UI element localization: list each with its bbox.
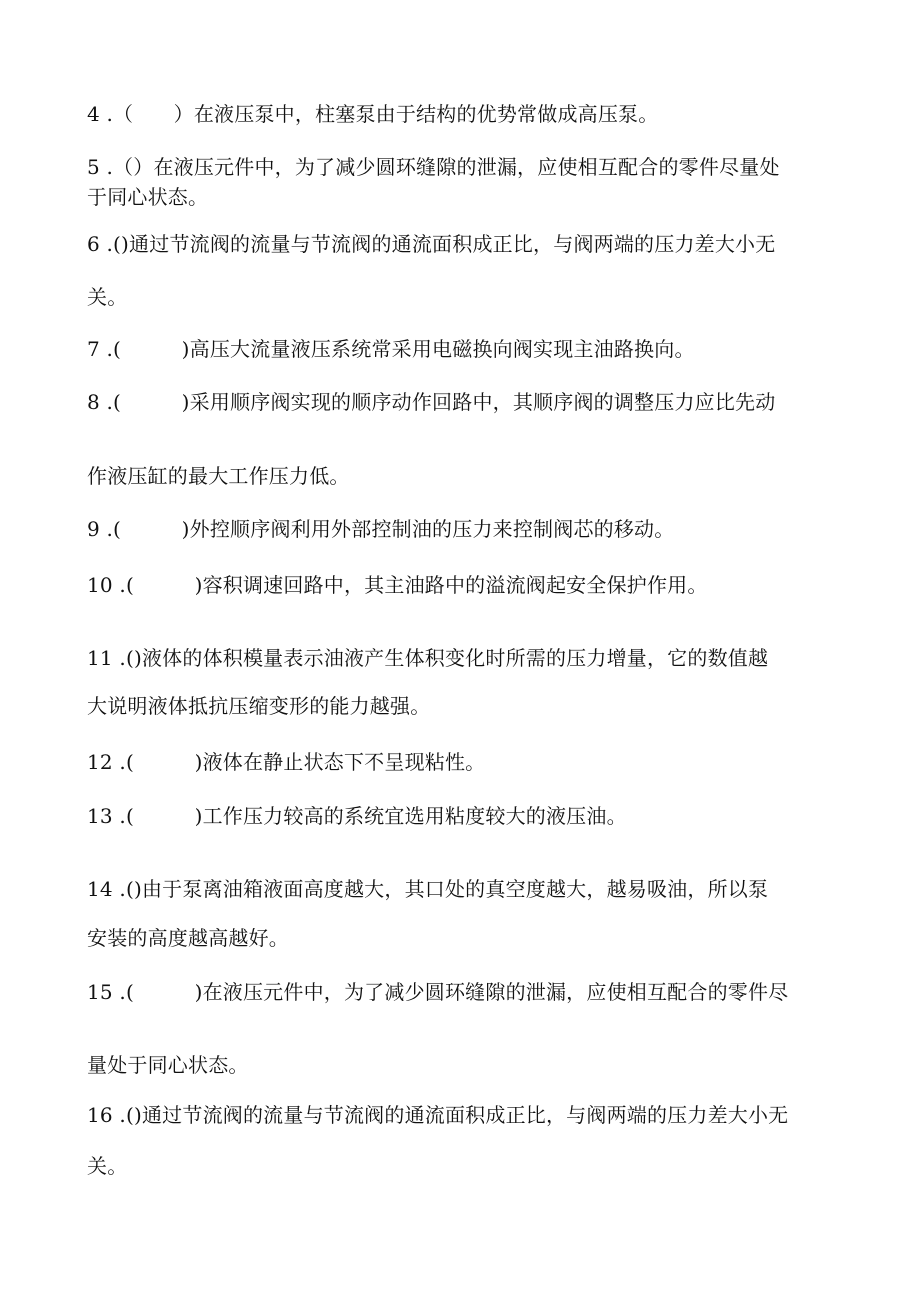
q5-line-2: 于同心状态。: [87, 185, 209, 209]
q6-line-2: 关。: [87, 285, 128, 309]
q8-line-2: 作液压缸的最大工作压力低。: [87, 464, 350, 488]
q12-line-1: 12 .( )液体在静止状态下不呈现粘性。: [87, 750, 486, 774]
q16-line-1: 16 .()通过节流阀的流量与节流阀的通流面积成正比，与阀两端的压力差大小无: [87, 1103, 789, 1127]
q4-line-1: 4 .（ ）在液压泵中，柱塞泵由于结构的优势常做成高压泵。: [87, 102, 659, 126]
q10-line-1: 10 .( )容积调速回路中，其主油路中的溢流阀起安全保护作用。: [87, 573, 708, 597]
q14-line-1: 14 .()由于泵离油箱液面高度越大，其口处的真空度越大，越易吸油，所以泵: [87, 877, 769, 901]
q8-line-1: 8 .( )采用顺序阀实现的顺序动作回路中，其顺序阀的调整压力应比先动: [87, 390, 776, 414]
q9-line-1: 9 .( )外控顺序阀利用外部控制油的压力来控制阀芯的移动。: [87, 517, 675, 541]
q11-line-2: 大说明液体抵抗压缩变形的能力越强。: [87, 694, 431, 718]
q13-line-1: 13 .( )工作压力较高的系统宜选用粘度较大的液压油。: [87, 804, 627, 828]
q15-line-2: 量处于同心状态。: [87, 1053, 249, 1077]
q6-line-1: 6 .()通过节流阀的流量与节流阀的通流面积成正比，与阀两端的压力差大小无: [87, 232, 776, 256]
q11-line-1: 11 .()液体的体积模量表示油液产生体积变化时所需的压力增量，它的数值越: [87, 646, 769, 670]
q5-line-1: 5 .（）在液压元件中，为了减少圆环缝隙的泄漏，应使相互配合的零件尽量处: [87, 155, 780, 179]
q7-line-1: 7 .( )高压大流量液压系统常采用电磁换向阀实现主油路换向。: [87, 337, 695, 361]
q14-line-2: 安装的高度越高越好。: [87, 926, 289, 950]
q15-line-1: 15 .( )在液压元件中，为了减少圆环缝隙的泄漏，应使相互配合的零件尽: [87, 980, 789, 1004]
q16-line-2: 关。: [87, 1154, 128, 1178]
